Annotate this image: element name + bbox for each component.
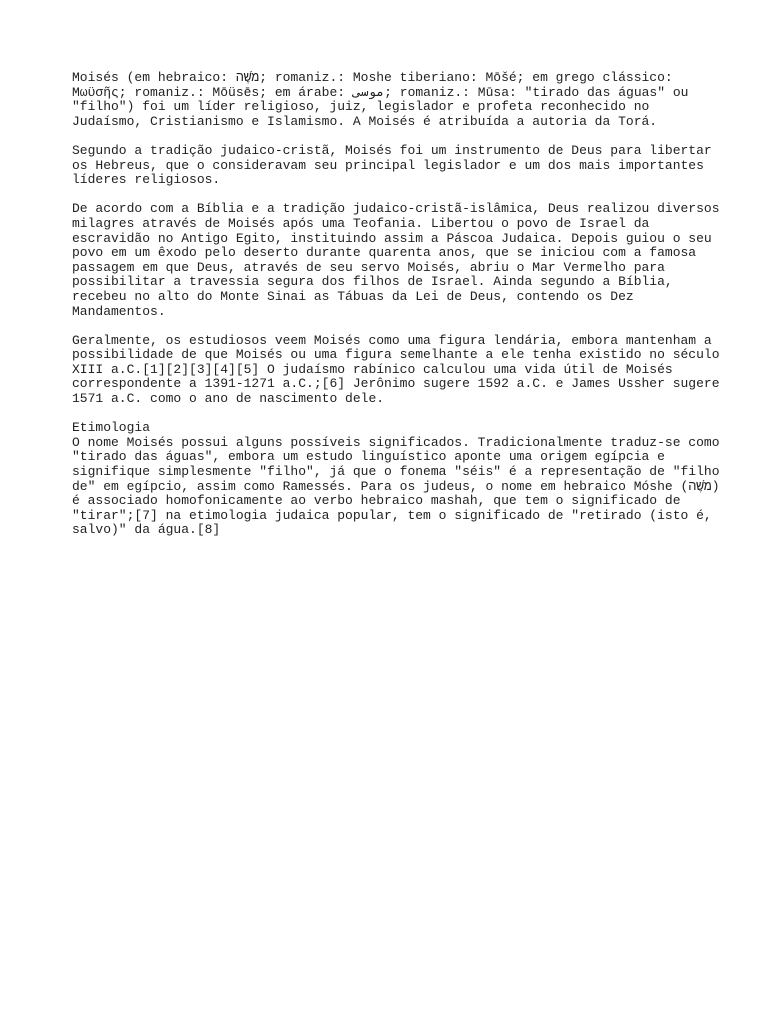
intro-paragraph: Moisés (em hebraico: מֹשֶׁה; romaniz.: Moshe tiberiano: Mōšé; em grego clássico: Μωϋσῆς; romaniz.: Mōüsēs; em árabe: موسى; romaniz.: Mūsa: "tirado das águas" ou "filho") foi um líder religioso, juiz, legislador e profeta reconhecido no Judaísmo, Cristianismo e Islamismo. A Moisés é atribuída a autoria da Torá. xyxy=(72,70,689,129)
section-heading: Etimologia xyxy=(72,420,151,436)
scholars-paragraph: Geralmente, os estudiosos veem Moisés como uma figura lendária, embora mantenham a possibilidade de que Moisés ou uma figura semelhante a ele tenha existido no século XIII a.C.[1][2][3][4][5] O judaísmo rabínico calculou uma vida útil de Moisés correspondente a 1391-1271 a.C.;[6] Jerônimo sugere 1592 a.C. e James Ussher sugere 1571 a.C. como o ano de nascimento dele. xyxy=(72,332,720,407)
etymology-paragraph: O nome Moisés possui alguns possíveis significados. Tradicionalmente traduz-se como "tirado das águas", embora um estudo linguístico aponte uma origem egípcia e signifique simplesmente "filho", já que o fonema "séis" é a representação de "filho de" em egípcio, assim como Ramessés. Para os judeus, o nome em hebraico Móshe (מֹשֶׁה) é associado homofonicamente ao verbo hebraico mashah, que tem o significado de "tirar";[7] na etimologia judaica popular, tem o significado de "retirado (isto é, salvo)" da água.[8] xyxy=(72,434,720,538)
bible-paragraph: De acordo com a Bíblia e a tradição judaico-cristã-islâmica, Deus realizou diversos milagres através de Moisés após uma Teofania. Libertou o povo de Israel da escravidão no Antigo Egito, instituindo assim a Páscoa Judaica. Depois guiou o seu povo em um êxodo pelo deserto durante quarenta anos, que se iniciou com a famosa passagem em que Deus, através de seu servo Moisés, abriu o Mar Vermelho para possibilitar a travessia segura dos filhos de Israel. Ainda segundo a Bíblia, recebeu no alto do Monte Sinai as Tábuas da Lei de Deus, contendo os Dez Mandamentos. xyxy=(72,201,720,319)
tradition-paragraph: Segundo a tradição judaico-cristã, Moisés foi um instrumento de Deus para libertar os Hebreus, que o consideravam seu principal legislador e um dos mais importantes líderes religiosos. xyxy=(72,142,712,188)
document-body xyxy=(72,70,720,538)
